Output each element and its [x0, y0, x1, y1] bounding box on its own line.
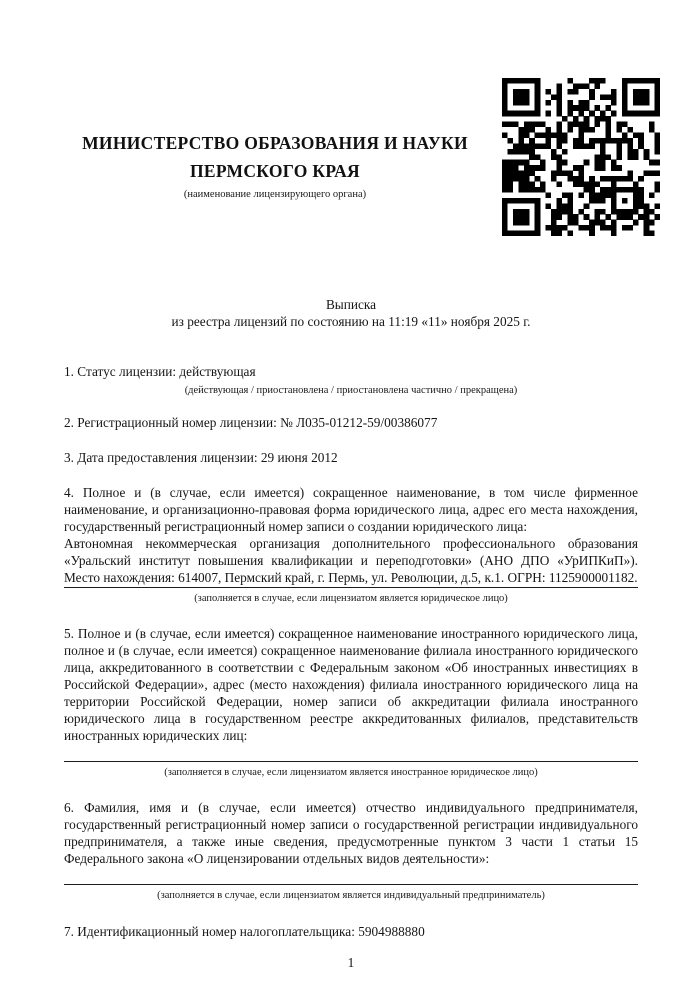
qr-code-image [502, 78, 660, 236]
individual-underline [64, 884, 638, 885]
document-title [64, 296, 638, 330]
document-title-line1: Выписка [325, 297, 377, 312]
field-foreign-entity [64, 625, 638, 779]
license-status-text: 1. Статус лицензии: действующая [64, 364, 256, 379]
ministry-name-line1: МИНИСТЕРСТВО ОБРАЗОВАНИЯ И НАУКИ [82, 133, 468, 153]
registration-number-text: 2. Регистрационный номер лицензии: № Л035-01212-59/00386077 [64, 415, 438, 430]
field-individual-entrepreneur [64, 799, 638, 902]
field-license-status [64, 363, 638, 397]
foreign-entity-underline [64, 761, 638, 762]
field-registration-number [64, 414, 638, 431]
field-grant-date [64, 449, 638, 466]
legal-entity-caption: (заполняется в случае, если лицензиатом является юридическое лицо) [194, 593, 508, 604]
legal-entity-underline [64, 587, 638, 588]
grant-date-text: 3. Дата предоставления лицензии: 29 июня 2012 [64, 450, 338, 465]
legal-entity-answer: Автономная некоммерческая организация дополнительного профессионального образования «Уральский институт повышения квалификации и переподготовки» (АНО ДПО «УрИПКиП»). Место нахождения: 614007, Пермский край, г. Пермь, ул. Революции, д.5, к.1. ОГРН: 1125900001182. [64, 536, 638, 585]
licensing-authority-caption: (наименование лицензирующего органа) [183, 189, 367, 200]
legal-entity-question: 4. Полное и (в случае, если имеется) сокращенное наименование, в том числе фирменное наименование, и организационно-правовая форма юридического лица, адрес его места нахождения, государственный регистрационный номер записи о создании юридического лица: [64, 485, 638, 534]
individual-caption: (заполняется в случае, если лицензиатом является индивидуальный предприниматель) [157, 890, 545, 901]
page-number: 1 [347, 955, 355, 970]
foreign-entity-question: 5. Полное и (в случае, если имеется) сокращенное наименование иностранного юридического лица, полное и (в случае, если имеется) сокращенное наименование филиала иностранного юридического лица, аккредитованного в соответствии с Федеральным законом «Об иностранных инвестициях в Российской Федерации», адрес (место нахождения) филиала иностранного юридического лица на территории Российской Федерации, номер записи об аккредитации филиала иностранного юридического лица в государственном реестре аккредитованных филиалов, представительств иностранных юридических лиц: [64, 626, 638, 743]
license-status-options-caption: (действующая / приостановлена / приостановлена частично / прекращена) [184, 385, 518, 396]
licensing-authority-header [64, 129, 486, 201]
document-body [64, 296, 638, 971]
field-legal-entity [64, 484, 638, 605]
field-taxpayer-number [64, 923, 638, 940]
taxpayer-number-text: 7. Идентификационный номер налогоплательщика: 5904988880 [64, 924, 425, 939]
individual-question: 6. Фамилия, имя и (в случае, если имеется) отчество индивидуального предпринимателя, государственный регистрационный номер записи о государственной регистрации индивидуального предпринимателя, а также иные сведения, предусмотренные пунктом 3 части 1 статьи 15 Федерального закона «О лицензировании отдельных видов деятельности»: [64, 800, 638, 866]
foreign-entity-caption: (заполняется в случае, если лицензиатом является иностранное юридическое лицо) [164, 767, 538, 778]
qr-code [502, 78, 660, 236]
ministry-name-line2: ПЕРМСКОГО КРАЯ [190, 161, 360, 181]
document-title-line2: из реестра лицензий по состоянию на 11:19 «11» ноября 2025 г. [171, 314, 531, 329]
